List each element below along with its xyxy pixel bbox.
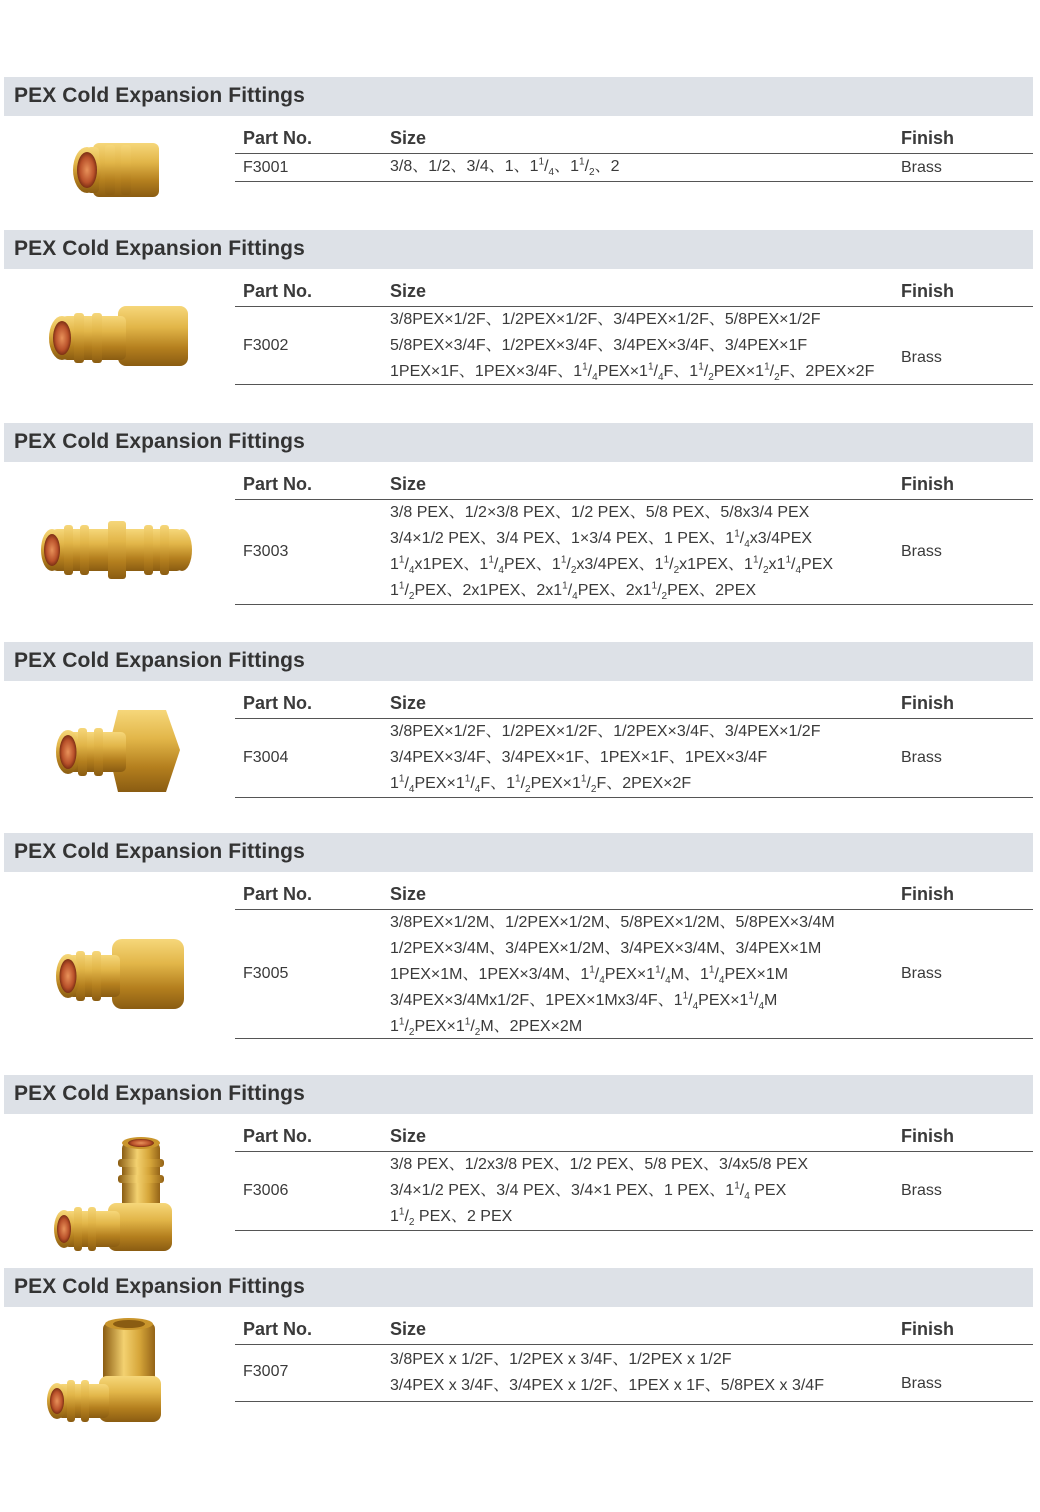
size-line: $1^1/_2PEX$、2x1PEX、$2x1^1/_4PEX$、$2x1^1/_2PEX$、2PEX bbox=[390, 580, 757, 603]
part-number: F3004 bbox=[243, 749, 289, 766]
part-no-header: Part No. bbox=[243, 474, 313, 494]
size-list bbox=[390, 1347, 824, 1399]
finish-value: Brass bbox=[901, 1375, 942, 1392]
size-line: 3/8PEX×1/2F、1/2PEX×1/2F、1/2PEX×3/4F、3/4PEX×1/2F bbox=[390, 723, 821, 740]
finish-header: Finish bbox=[901, 693, 954, 713]
part-number: F3007 bbox=[243, 1363, 289, 1380]
finish-header: Finish bbox=[901, 884, 954, 904]
size-line: $1^1/_4x1PEX$、$1^1/_4PEX$、$1^1/_2x3/4PEX$、$1^1/_2x1PEX$、$1^1/_2x1^1/_4PEX$ bbox=[390, 554, 834, 577]
part-no-header: Part No. bbox=[243, 281, 313, 301]
table-rule-bottom bbox=[235, 797, 1033, 798]
size-list bbox=[390, 719, 820, 797]
finish-value: Brass bbox=[901, 749, 942, 766]
finish-value: Brass bbox=[901, 965, 942, 982]
fitting-section-f3006 bbox=[0, 1075, 1040, 1265]
table-rule-bottom bbox=[235, 1401, 1033, 1402]
finish-value: Brass bbox=[901, 159, 942, 176]
section-title: PEX Cold Expansion Fittings bbox=[14, 237, 305, 260]
finish-value: Brass bbox=[901, 1182, 942, 1199]
section-header-band bbox=[4, 230, 1033, 269]
section-title: PEX Cold Expansion Fittings bbox=[14, 430, 305, 453]
section-header-band bbox=[4, 1268, 1033, 1307]
size-line: 3/4PEX x 3/4F、3/4PEX x 1/2F、1PEX x 1F、5/8PEX x 3/4F bbox=[390, 1377, 824, 1394]
fitting-male-sweat-adapter-image bbox=[48, 933, 188, 1023]
part-no-header: Part No. bbox=[243, 693, 313, 713]
size-line: 3/4PEX×3/4F、3/4PEX×1F、1PEX×1F、1PEX×3/4F bbox=[390, 749, 768, 766]
part-number: F3003 bbox=[243, 543, 289, 560]
section-title: PEX Cold Expansion Fittings bbox=[14, 84, 305, 107]
section-header-band bbox=[4, 833, 1033, 872]
part-number: F3005 bbox=[243, 965, 289, 982]
size-line: 3/8、1/2、3/4、1、$1^1/_4$、$1^1/_2$、2 bbox=[390, 156, 620, 179]
size-line: $1^1/_2$ PEX、2 PEX bbox=[390, 1206, 513, 1229]
size-line: $1^1/_2PEX\times 1^1/_2M$、2PEX×2M bbox=[390, 1016, 583, 1039]
part-number: F3002 bbox=[243, 337, 289, 354]
fitting-elbow-image bbox=[52, 1133, 177, 1258]
section-title: PEX Cold Expansion Fittings bbox=[14, 840, 305, 863]
size-line: 3/8 PEX、1/2x3/8 PEX、1/2 PEX、5/8 PEX、3/4x5/8 PEX bbox=[390, 1156, 809, 1173]
size-list bbox=[390, 307, 874, 385]
fitting-section-f3007 bbox=[0, 1268, 1040, 1438]
finish-header: Finish bbox=[901, 281, 954, 301]
part-no-header: Part No. bbox=[243, 128, 313, 148]
section-header-band bbox=[4, 642, 1033, 681]
fitting-coupling-image bbox=[38, 511, 196, 591]
section-header-band bbox=[4, 1075, 1033, 1114]
table-rule-bottom bbox=[235, 181, 1033, 182]
section-title: PEX Cold Expansion Fittings bbox=[14, 1275, 305, 1298]
finish-header: Finish bbox=[901, 1126, 954, 1146]
part-no-header: Part No. bbox=[243, 884, 313, 904]
size-list bbox=[390, 1152, 808, 1230]
size-line: 1PEX×1M、1PEX×3/4M、$1^1/_4PEX\times 1^1/_4M$、$1^1/_4PEX\times 1M$ bbox=[390, 964, 789, 987]
part-number: F3006 bbox=[243, 1182, 289, 1199]
finish-header: Finish bbox=[901, 1319, 954, 1339]
size-line: 1/2PEX×3/4M、3/4PEX×1/2M、3/4PEX×3/4M、3/4PEX×1M bbox=[390, 940, 822, 957]
size-list bbox=[390, 910, 835, 1040]
size-line: 5/8PEX×3/4F、1/2PEX×3/4F、3/4PEX×3/4F、3/4PEX×1F bbox=[390, 337, 808, 354]
size-header: Size bbox=[390, 693, 427, 713]
finish-value: Brass bbox=[901, 543, 942, 560]
finish-header: Finish bbox=[901, 128, 954, 148]
table-rule-bottom bbox=[235, 1038, 1033, 1039]
section-header-band bbox=[4, 77, 1033, 116]
size-line: 3/4×1/2 PEX、3/4 PEX、3/4×1 PEX、1 PEX、$1^1/_4$ PEX bbox=[390, 1180, 787, 1203]
size-line: 3/8PEX×1/2M、1/2PEX×1/2M、5/8PEX×1/2M、5/8PEX×3/4M bbox=[390, 914, 835, 931]
size-line: 3/8PEX x 1/2F、1/2PEX x 3/4F、1/2PEX x 1/2F bbox=[390, 1351, 732, 1368]
size-header: Size bbox=[390, 1319, 427, 1339]
size-line: 3/4×1/2 PEX、3/4 PEX、1×3/4 PEX、1 PEX、$1^1/_4x3/4PEX$ bbox=[390, 528, 813, 551]
fitting-adapter-image bbox=[65, 135, 165, 215]
fitting-section-f3005 bbox=[0, 833, 1040, 1053]
section-title: PEX Cold Expansion Fittings bbox=[14, 649, 305, 672]
size-header: Size bbox=[390, 128, 427, 148]
table-rule-bottom bbox=[235, 604, 1033, 605]
part-no-header: Part No. bbox=[243, 1126, 313, 1146]
part-no-header: Part No. bbox=[243, 1319, 313, 1339]
section-title: PEX Cold Expansion Fittings bbox=[14, 1082, 305, 1105]
size-header: Size bbox=[390, 1126, 427, 1146]
size-line: $1^1/_4PEX\times 1^1/_4F$、$1^1/_2PEX\times 1^1/_2F$、2PEX×2F bbox=[390, 773, 692, 796]
table-rule-top bbox=[235, 153, 1033, 154]
size-header: Size bbox=[390, 281, 427, 301]
size-line: 3/4PEX×3/4Mx1/2F、1PEX×1Mx3/4F、$1^1/_4PEX\times 1^1/_4M$ bbox=[390, 990, 778, 1013]
finish-header: Finish bbox=[901, 474, 954, 494]
fitting-section-f3002 bbox=[0, 230, 1040, 410]
fitting-section-f3003 bbox=[0, 423, 1040, 633]
fitting-hex-female-adapter-image bbox=[48, 704, 188, 799]
size-line: 1PEX×1F、1PEX×3/4F、$1^1/_4PEX\times 1^1/_4F$、$1^1/_2PEX\times 1^1/_2F$、2PEX×2F bbox=[390, 361, 875, 384]
table-rule-bottom bbox=[235, 1230, 1033, 1231]
finish-value: Brass bbox=[901, 349, 942, 366]
size-list bbox=[390, 154, 620, 180]
fitting-section-f3004 bbox=[0, 642, 1040, 822]
size-line: 3/8PEX×1/2F、1/2PEX×1/2F、3/4PEX×1/2F、5/8PEX×1/2F bbox=[390, 311, 821, 328]
table-rule-bottom bbox=[235, 384, 1033, 385]
table-rule-top bbox=[235, 1344, 1033, 1345]
size-list bbox=[390, 500, 833, 604]
part-number: F3001 bbox=[243, 159, 289, 176]
fitting-female-elbow-image bbox=[45, 1318, 165, 1430]
size-header: Size bbox=[390, 884, 427, 904]
section-header-band bbox=[4, 423, 1033, 462]
fitting-female-adapter-image bbox=[42, 300, 192, 385]
fitting-section-f3001 bbox=[0, 77, 1040, 217]
size-line: 3/8 PEX、1/2×3/8 PEX、1/2 PEX、5/8 PEX、5/8x3/4 PEX bbox=[390, 504, 810, 521]
size-header: Size bbox=[390, 474, 427, 494]
